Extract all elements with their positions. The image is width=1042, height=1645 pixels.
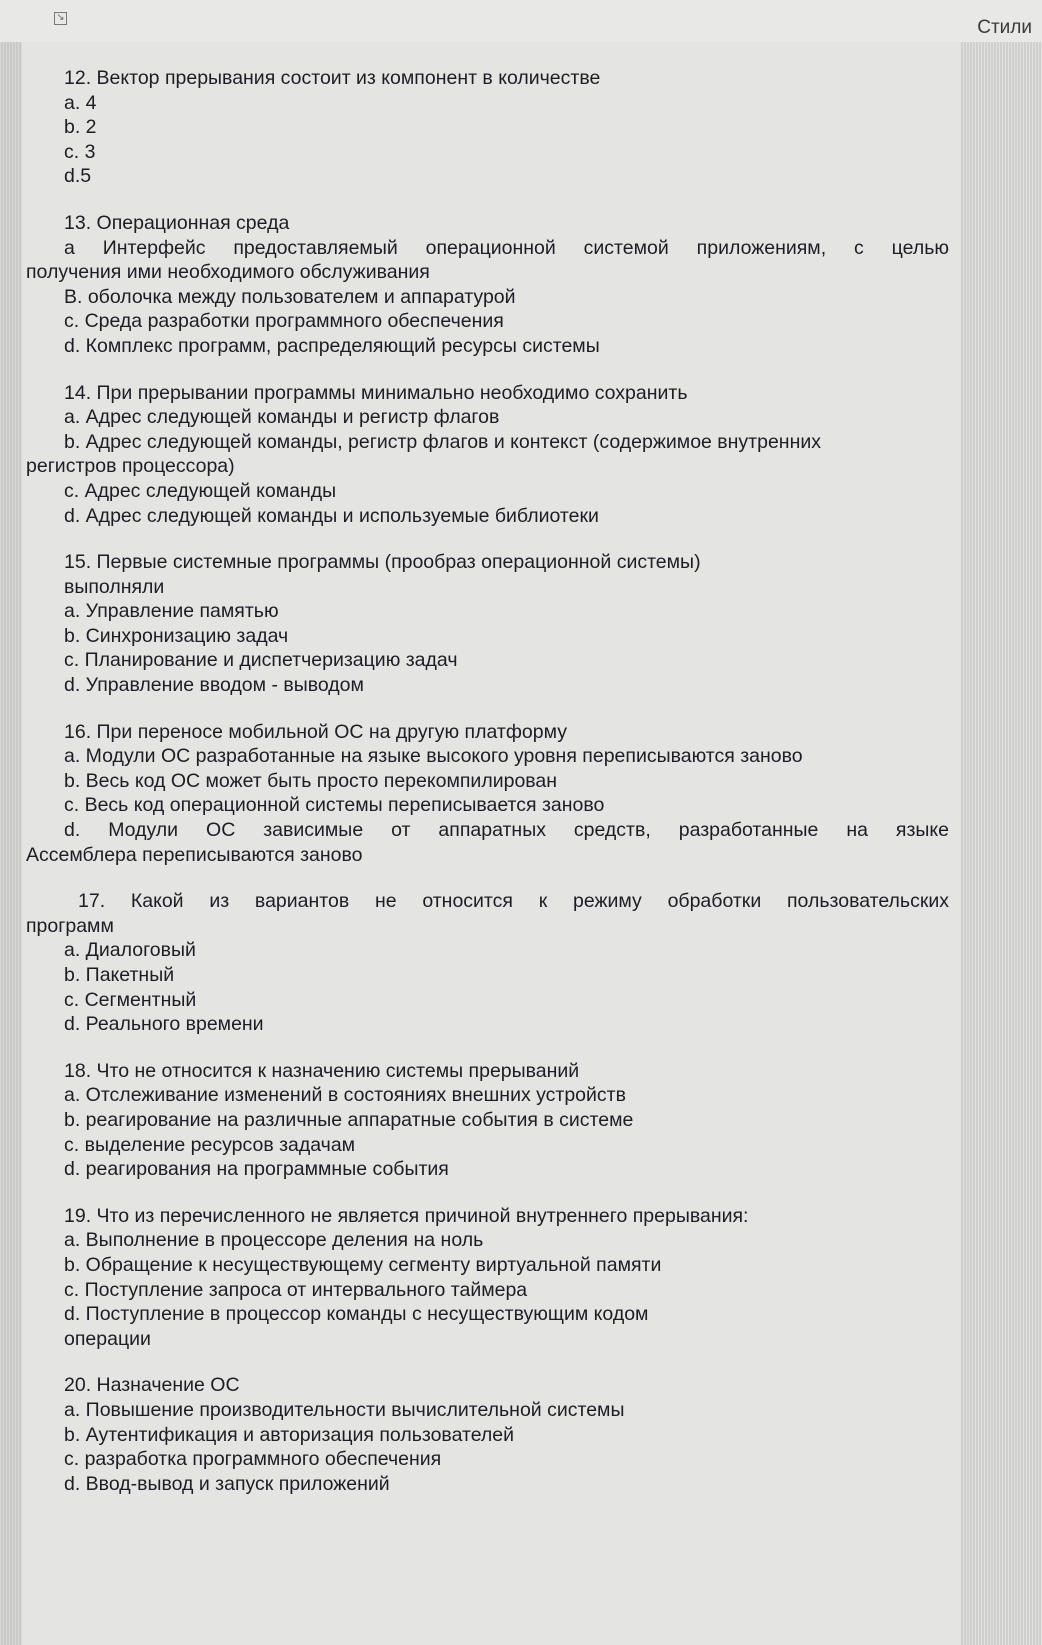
option-a: a. Диалоговый: [64, 939, 196, 962]
option-b: b. Обращение к несуществующему сегменту виртуальной памяти: [64, 1253, 662, 1276]
option-b: b. 2: [64, 116, 97, 139]
question-text: 12. Вектор прерывания состоит из компонент в количестве: [64, 67, 601, 89]
option-a: a. Повышение производительности вычислительной системы: [64, 1398, 625, 1421]
document-body: [22, 42, 960, 1645]
option-c: c. Среда разработки программного обеспечения: [64, 310, 504, 333]
option-d: d. Комплекс программ, распределяющий ресурсы системы: [64, 334, 600, 357]
question-text: 17. Какой из вариантов не относится к режиму обработки пользовательских: [78, 890, 949, 913]
question-17: [22, 889, 960, 1037]
option-b-continuation: регистров процессора): [26, 455, 235, 478]
option-c: c. Адрес следующей команды: [64, 479, 337, 502]
option-d: d. Поступление в процессор команды с несуществующим кодом: [64, 1303, 649, 1326]
question-18: [22, 1059, 960, 1182]
option-b: b. Пакетный: [64, 964, 175, 986]
option-d-continuation: Ассемблера переписываются заново: [26, 843, 363, 866]
option-d: d. Реального времени: [64, 1013, 264, 1036]
option-b: b. Адрес следующей команды, регистр флагов и контекст (содержимое внутренних: [64, 430, 821, 453]
option-a: a. Адрес следующей команды и регистр флагов: [64, 406, 500, 429]
option-d: d. Управление вводом - выводом: [64, 674, 364, 697]
option-d: d. Модули ОС зависимые от аппаратных средств, разработанные на языке: [64, 819, 949, 842]
option-a: а Интерфейс предоставляемый операционной системой приложениям, с целью: [64, 236, 949, 259]
option-c: c. разработка программного обеспечения: [64, 1448, 442, 1471]
question-text: 13. Операционная среда: [64, 211, 290, 234]
option-d: d. реагирования на программные события: [64, 1158, 449, 1181]
option-b: b. Синхронизацию задач: [64, 624, 289, 647]
left-page-edge: [0, 42, 22, 1645]
option-b: b. Весь код ОС может быть просто перекомпилирован: [64, 769, 558, 792]
option-d: d. Адрес следующей команды и используемые библиотеки: [64, 504, 599, 527]
question-20: [22, 1373, 960, 1496]
option-b: b. Аутентификация и авторизация пользователей: [64, 1423, 515, 1446]
question-text: 15. Первые системные программы (прообраз операционной системы): [64, 551, 701, 574]
question-text: 20. Назначение ОС: [64, 1374, 240, 1397]
option-d: d.5: [64, 165, 92, 188]
question-continuation: выполняли: [64, 575, 165, 598]
question-continuation: программ: [26, 914, 114, 937]
option-c: c. Сегментный: [64, 988, 197, 1011]
option-b: b. реагирование на различные аппаратные события в системе: [64, 1108, 634, 1131]
option-a: a. Отслеживание изменений в состояниях внешних устройств: [64, 1084, 626, 1107]
right-page-edge: [960, 42, 1042, 1645]
question-14: [22, 381, 960, 529]
question-16: [22, 720, 960, 868]
question-12: [22, 66, 960, 189]
option-b: B. оболочка между пользователем и аппаратурой: [64, 285, 516, 308]
option-a: a. 4: [64, 91, 97, 114]
question-text: 14. При прерывании программы минимально необходимо сохранить: [64, 381, 688, 404]
question-15: [22, 550, 960, 698]
option-d-continuation: операции: [64, 1327, 151, 1350]
question-text: 19. Что из перечисленного не является причиной внутреннего прерывания:: [64, 1204, 749, 1227]
option-c: c. 3: [64, 140, 96, 163]
option-d: d. Ввод-вывод и запуск приложений: [64, 1472, 390, 1495]
question-19: [22, 1204, 960, 1352]
option-a: a. Выполнение в процессоре деления на ноль: [64, 1229, 484, 1252]
option-a: a. Модули ОС разработанные на языке высокого уровня переписываются заново: [64, 745, 803, 768]
option-a: a. Управление памятью: [64, 600, 279, 623]
paste-special-icon[interactable]: ↘: [54, 12, 67, 25]
option-c: c. выделение ресурсов задачам: [64, 1133, 356, 1156]
toolbar-strip: [0, 0, 1042, 42]
option-a-continuation: получения ими необходимого обслуживания: [26, 261, 430, 284]
question-13: [22, 211, 960, 359]
question-text: 18. Что не относится к назначению системы прерываний: [64, 1059, 580, 1082]
option-c: c. Поступление запроса от интервального таймера: [64, 1278, 528, 1301]
option-c: c. Планирование и диспетчеризацию задач: [64, 649, 458, 672]
styles-button[interactable]: Стили: [977, 17, 1032, 38]
option-c: c. Весь код операционной системы переписывается заново: [64, 794, 605, 817]
question-text: 16. При переносе мобильной ОС на другую платформу: [64, 720, 567, 743]
